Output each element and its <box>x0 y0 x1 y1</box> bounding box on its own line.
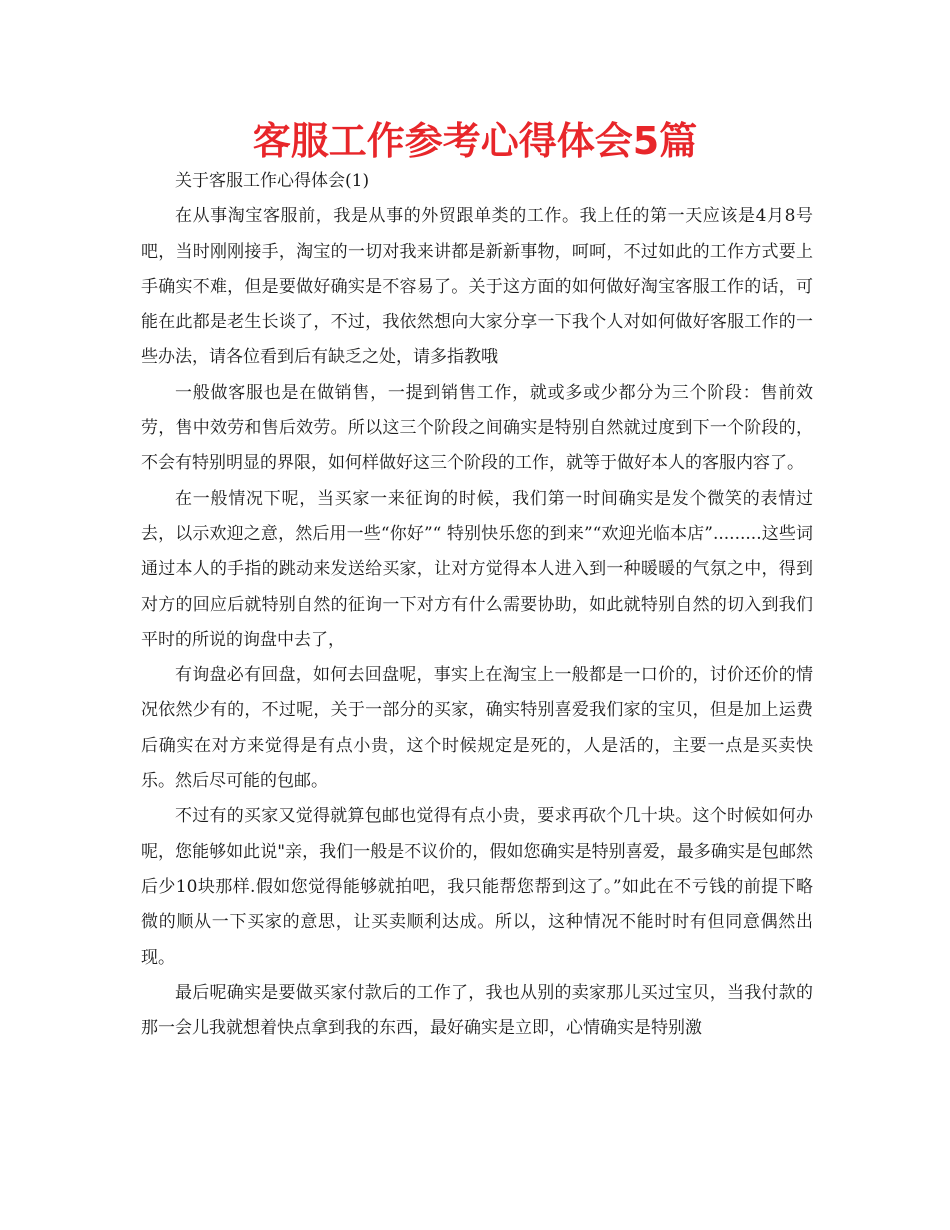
paragraph: 在一般情况下呢，当买家一来征询的时候，我们第一时间确实是发个微笑的表情过去，以示欢迎之意，然后用一些“你好”“ 特别快乐您的到来”“欢迎光临本店”.........这些词通过本人的手指的跳动来发送给买家，让对方觉得本人进入到一种暖暖的气氛之中，得到对方的回应后就特别自然的征询一下对方有什么需要协助，如此就特别自然的切入到我们平时的所说的询盘中去了， <box>141 488 813 650</box>
paragraph: 有询盘必有回盘，如何去回盘呢，事实上在淘宝上一般都是一口价的，讨价还价的情况依然少有的，不过呢，关于一部分的买家，确实特别喜爱我们家的宝贝，但是加上运费后确实在对方来觉得是有点小贵，这个时候规定是死的，人是活的，主要一点是买卖快乐。然后尽可能的包邮。 <box>141 665 813 792</box>
paragraph: 一般做客服也是在做销售，一提到销售工作，就或多或少都分为三个阶段：售前效劳，售中效劳和售后效劳。所以这三个阶段之间确实是特别自然就过度到下一个阶段的，不会有特别明显的界限，如何样做好这三个阶段的工作，就等于做好本人的客服内容了。 <box>141 382 813 474</box>
paragraph: 在从事淘宝客服前，我是从事的外贸跟单类的工作。我上任的第一天应该是4月8号吧，当时刚刚接手，淘宝的一切对我来讲都是新新事物，呵呵，不过如此的工作方式要上手确实不难，但是要做好确实是不容易了。关于这方面的如何做好淘宝客服工作的话，可能在此都是老生长谈了，不过，我依然想向大家分享一下我个人对如何做好客服工作的一些办法，请各位看到后有缺乏之处，请多指教哦 <box>141 206 813 368</box>
document-body <box>141 164 813 1046</box>
document-title: 客服工作参考心得体会5篇 <box>252 119 698 163</box>
paragraph: 最后呢确实是要做买家付款后的工作了，我也从别的卖家那儿买过宝贝，当我付款的那一会儿我就想着快点拿到我的东西，最好确实是立即，心情确实是特别激 <box>141 982 813 1039</box>
paragraph: 不过有的买家又觉得就算包邮也觉得有点小贵，要求再砍个几十块。这个时候如何办呢，您能够如此说"亲，我们一般是不议价的，假如您确实是特别喜爱，最多确实是包邮然后少10块那样.假如您觉得能够就拍吧，我只能帮您帮到这了。”如此在不亏钱的前提下略微的顺从一下买家的意思，让买卖顺利达成。所以，这种情况不能时时有但同意偶然出现。 <box>141 806 813 968</box>
section-heading: 关于客服工作心得体会(1) <box>175 171 370 191</box>
